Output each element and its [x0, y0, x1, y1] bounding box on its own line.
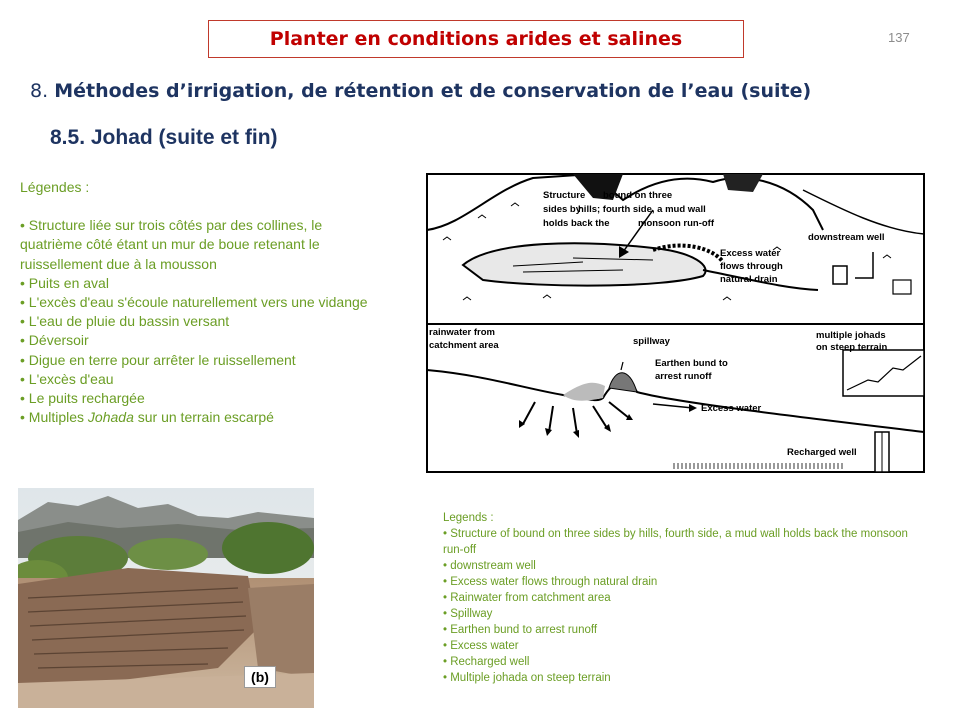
- diagram-label: bound on three: [603, 190, 673, 201]
- diagram-label: downstream well: [808, 232, 885, 243]
- diagram-label: arrest runoff: [655, 371, 712, 382]
- legend-fr-heading: Légendes :: [20, 179, 90, 195]
- diagram-label: natural drain: [720, 274, 778, 285]
- legend-en: [443, 510, 913, 686]
- legend-fr-item: • L'excès d'eau s'écoule naturellement vers une vidange: [20, 294, 368, 311]
- diagram-label: sides by: [543, 204, 582, 215]
- diagram-label: on steep terrain: [816, 342, 888, 353]
- legend-fr-item: • L'excès d'eau: [20, 370, 114, 387]
- diagram-label: Excess water: [701, 403, 762, 414]
- legend-en-item: • Excess water flows through natural drain: [443, 576, 658, 588]
- diagram-label: catchment area: [429, 340, 499, 351]
- diagram-label: hills; fourth side, a mud wall: [578, 204, 706, 215]
- diagram-label: multiple johads: [816, 330, 886, 341]
- section-heading: [30, 80, 811, 102]
- legend-fr-item-last: [20, 408, 375, 427]
- legend-fr-item: • Digue en terre pour arrêter le ruissellement: [20, 351, 296, 368]
- legend-fr-item: • Puits en aval: [20, 274, 109, 291]
- johad-diagram: [423, 170, 928, 488]
- legend-fr-item: • L'eau de pluie du bassin versant: [20, 313, 230, 330]
- legend-fr-item: • Déversoir: [20, 332, 89, 349]
- diagram-label: Excess water: [720, 248, 781, 259]
- diagram-label: Recharged well: [787, 447, 857, 458]
- slide-title: Planter en conditions arides et salines: [269, 28, 683, 50]
- legend-fr-item: • Structure liée sur trois côtés par des collines, le quatrième côté étant un mur de boue retenant le ruissellement due à la mousson: [20, 217, 323, 272]
- legend-en-item: • Excess water: [443, 640, 519, 652]
- diagram-label: holds back the: [543, 218, 610, 229]
- section-title: Méthodes d’irrigation, de rétention et de conservation de l’eau (suite): [54, 80, 812, 102]
- legend-fr-last-emph: Johada: [87, 409, 134, 426]
- legend-en-item: • Recharged well: [443, 656, 530, 668]
- diagram-label: flows through: [720, 261, 783, 272]
- photo-label: (b): [244, 666, 276, 688]
- legend-fr-last-prefix: • Multiples: [20, 409, 88, 426]
- page-number: 137: [888, 30, 910, 45]
- legend-en-item: • Spillway: [443, 608, 493, 620]
- diagram-label: spillway: [633, 336, 670, 347]
- legend-fr: [20, 178, 375, 427]
- diagram-label: monsoon run-off: [638, 218, 714, 229]
- johad-photo: [18, 488, 314, 708]
- legend-fr-item: • Le puits rechargée: [20, 390, 145, 407]
- diagram-label: rainwater from: [429, 327, 495, 338]
- legend-en-item: • Rainwater from catchment area: [443, 592, 611, 604]
- legend-en-item: • downstream well: [443, 560, 536, 572]
- section-number: 8.: [30, 80, 49, 102]
- slide-title-box: [208, 20, 744, 58]
- legend-en-item: • Structure of bound on three sides by hills, fourth side, a mud wall holds back the monsoon run-off: [443, 528, 908, 556]
- legend-fr-last-suffix: sur un terrain escarpé: [133, 409, 274, 426]
- diagram-label: Earthen bund to: [655, 358, 728, 369]
- diagram-label: Structure: [543, 190, 586, 201]
- legend-en-item: • Earthen bund to arrest runoff: [443, 624, 598, 636]
- legend-en-heading: Legends :: [443, 512, 494, 524]
- legend-en-item: • Multiple johada on steep terrain: [443, 672, 611, 684]
- subsection-title: 8.5. Johad (suite et fin): [50, 126, 278, 149]
